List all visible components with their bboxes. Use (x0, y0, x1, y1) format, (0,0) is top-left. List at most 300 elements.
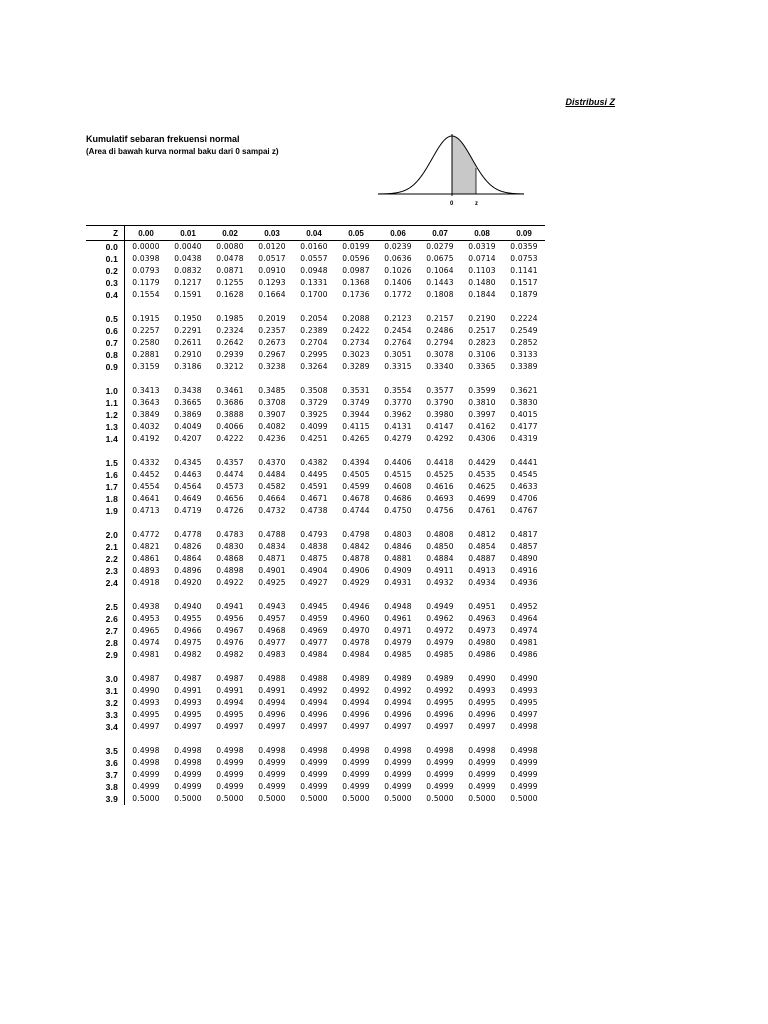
probability-cell: 0.4756 (426, 506, 454, 515)
probability-cell: 0.4945 (300, 602, 328, 611)
probability-cell: 0.4032 (132, 422, 160, 431)
probability-cell: 0.4484 (258, 470, 286, 479)
probability-cell: 0.4999 (174, 782, 202, 791)
probability-cell: 0.4265 (342, 434, 370, 443)
probability-cell: 0.4922 (216, 578, 244, 587)
probability-cell: 0.2881 (132, 350, 160, 359)
z-value-cell: 0.9 (86, 361, 125, 373)
probability-cell: 0.4999 (426, 770, 454, 779)
z-value-cell: 1.7 (86, 481, 125, 493)
probability-cell: 0.4972 (426, 626, 454, 635)
probability-cell: 0.4999 (216, 770, 244, 779)
bell-curve (378, 136, 524, 194)
probability-cell: 0.4988 (258, 674, 286, 683)
probability-cell: 0.1064 (426, 266, 454, 275)
probability-cell: 0.4995 (426, 698, 454, 707)
probability-cell: 0.3238 (258, 362, 286, 371)
probability-cell: 0.4986 (510, 650, 538, 659)
probability-cell: 0.4955 (174, 614, 202, 623)
table-row (86, 409, 545, 421)
table-row (86, 529, 545, 541)
table-row (86, 385, 545, 397)
probability-cell: 0.4998 (300, 746, 328, 755)
probability-cell: 0.4625 (468, 482, 496, 491)
probability-cell: 0.4901 (258, 566, 286, 575)
probability-cell: 0.4963 (468, 614, 496, 623)
probability-cell: 0.3888 (216, 410, 244, 419)
probability-cell: 0.1293 (258, 278, 286, 287)
z-value-cell: 1.6 (86, 469, 125, 481)
probability-cell: 0.4066 (216, 422, 244, 431)
probability-cell: 0.1517 (510, 278, 538, 287)
probability-cell: 0.4664 (258, 494, 286, 503)
table-row (86, 265, 545, 277)
probability-cell: 0.3830 (510, 398, 538, 407)
probability-cell: 0.4966 (174, 626, 202, 635)
probability-cell: 0.4987 (174, 674, 202, 683)
probability-cell: 0.4975 (174, 638, 202, 647)
table-row (86, 601, 545, 613)
probability-cell: 0.4997 (300, 722, 328, 731)
probability-cell: 0.3438 (174, 386, 202, 395)
probability-cell: 0.0948 (300, 266, 328, 275)
probability-cell: 0.4999 (510, 770, 538, 779)
table-row (86, 613, 545, 625)
probability-cell: 0.3925 (300, 410, 328, 419)
page-title: Kumulatif sebaran frekuensi normal (86, 134, 240, 144)
probability-cell: 0.4989 (426, 674, 454, 683)
column-header: 0.06 (377, 226, 419, 241)
probability-cell: 0.4973 (468, 626, 496, 635)
probability-cell: 0.4719 (174, 506, 202, 515)
table-row (86, 709, 545, 721)
probability-cell: 0.4678 (342, 494, 370, 503)
probability-cell: 0.4999 (132, 782, 160, 791)
probability-cell: 0.2794 (426, 338, 454, 347)
table-row (86, 337, 545, 349)
probability-cell: 0.2088 (342, 314, 370, 323)
table-row (86, 793, 545, 805)
probability-cell: 0.4868 (216, 554, 244, 563)
probability-cell: 0.4940 (174, 602, 202, 611)
probability-cell: 0.4994 (258, 698, 286, 707)
probability-cell: 0.0080 (216, 242, 244, 251)
probability-cell: 0.3729 (300, 398, 328, 407)
probability-cell: 0.4989 (384, 674, 412, 683)
probability-cell: 0.0714 (468, 254, 496, 263)
probability-cell: 0.4998 (510, 722, 538, 731)
probability-cell: 0.0000 (132, 242, 160, 251)
probability-cell: 0.4713 (132, 506, 160, 515)
probability-cell: 0.3708 (258, 398, 286, 407)
probability-cell: 0.4948 (384, 602, 412, 611)
probability-cell: 0.4441 (510, 458, 538, 467)
probability-cell: 0.4772 (132, 530, 160, 539)
probability-cell: 0.3944 (342, 410, 370, 419)
probability-cell: 0.3686 (216, 398, 244, 407)
probability-cell: 0.4292 (426, 434, 454, 443)
table-row (86, 253, 545, 265)
probability-cell: 0.4992 (300, 686, 328, 695)
probability-cell: 0.4959 (300, 614, 328, 623)
z-value-cell: 1.8 (86, 493, 125, 505)
probability-cell: 0.2995 (300, 350, 328, 359)
z-value-cell: 2.5 (86, 601, 125, 613)
probability-cell: 0.4941 (216, 602, 244, 611)
z-value-cell: 3.7 (86, 769, 125, 781)
probability-cell: 0.4976 (216, 638, 244, 647)
probability-cell: 0.4904 (300, 566, 328, 575)
probability-cell: 0.4993 (132, 698, 160, 707)
probability-cell: 0.4236 (258, 434, 286, 443)
probability-cell: 0.4999 (468, 770, 496, 779)
probability-cell: 0.4998 (216, 746, 244, 755)
probability-cell: 0.2823 (468, 338, 496, 347)
probability-cell: 0.4564 (174, 482, 202, 491)
probability-cell: 0.3365 (468, 362, 496, 371)
probability-cell: 0.1664 (258, 290, 286, 299)
probability-cell: 0.2257 (132, 326, 160, 335)
probability-cell: 0.4960 (342, 614, 370, 623)
probability-cell: 0.4985 (426, 650, 454, 659)
table-row (86, 481, 545, 493)
probability-cell: 0.4821 (132, 542, 160, 551)
probability-cell: 0.4693 (426, 494, 454, 503)
table-row (86, 637, 545, 649)
probability-cell: 0.4750 (384, 506, 412, 515)
probability-cell: 0.4726 (216, 506, 244, 515)
probability-cell: 0.5000 (132, 794, 160, 803)
probability-cell: 0.4545 (510, 470, 538, 479)
probability-cell: 0.4977 (258, 638, 286, 647)
table-row (86, 349, 545, 361)
probability-cell: 0.4893 (132, 566, 160, 575)
probability-cell: 0.4834 (258, 542, 286, 551)
probability-cell: 0.4996 (300, 710, 328, 719)
probability-cell: 0.4913 (468, 566, 496, 575)
table-row (86, 277, 545, 289)
probability-cell: 0.4817 (510, 530, 538, 539)
probability-cell: 0.4991 (258, 686, 286, 695)
probability-cell: 0.4838 (300, 542, 328, 551)
probability-cell: 0.4997 (132, 722, 160, 731)
probability-cell: 0.4279 (384, 434, 412, 443)
z-value-cell: 2.3 (86, 565, 125, 577)
probability-cell: 0.4999 (468, 782, 496, 791)
probability-cell: 0.1772 (384, 290, 412, 299)
probability-cell: 0.4999 (426, 758, 454, 767)
probability-cell: 0.0398 (132, 254, 160, 263)
probability-cell: 0.4999 (510, 782, 538, 791)
probability-cell: 0.3485 (258, 386, 286, 395)
probability-cell: 0.1406 (384, 278, 412, 287)
probability-cell: 0.4649 (174, 494, 202, 503)
z-table-container (86, 225, 545, 805)
probability-cell: 0.4357 (216, 458, 244, 467)
table-row (86, 685, 545, 697)
probability-cell: 0.4996 (258, 710, 286, 719)
probability-cell: 0.4977 (300, 638, 328, 647)
probability-cell: 0.4854 (468, 542, 496, 551)
group-spacer (86, 445, 545, 457)
probability-cell: 0.4222 (216, 434, 244, 443)
probability-cell: 0.2549 (510, 326, 538, 335)
probability-cell: 0.4515 (384, 470, 412, 479)
probability-cell: 0.4949 (426, 602, 454, 611)
probability-cell: 0.4951 (468, 602, 496, 611)
probability-cell: 0.4812 (468, 530, 496, 539)
probability-cell: 0.4932 (426, 578, 454, 587)
probability-cell: 0.4370 (258, 458, 286, 467)
probability-cell: 0.4131 (384, 422, 412, 431)
probability-cell: 0.4793 (300, 530, 328, 539)
probability-cell: 0.0319 (468, 242, 496, 251)
z-value-cell: 1.2 (86, 409, 125, 421)
probability-cell: 0.4999 (258, 782, 286, 791)
probability-cell: 0.4429 (468, 458, 496, 467)
probability-cell: 0.4699 (468, 494, 496, 503)
probability-cell: 0.4808 (426, 530, 454, 539)
probability-cell: 0.4911 (426, 566, 454, 575)
probability-cell: 0.4981 (132, 650, 160, 659)
probability-cell: 0.4994 (300, 698, 328, 707)
probability-cell: 0.4474 (216, 470, 244, 479)
probability-cell: 0.1985 (216, 314, 244, 323)
probability-cell: 0.4957 (258, 614, 286, 623)
probability-cell: 0.4803 (384, 530, 412, 539)
probability-cell: 0.2939 (216, 350, 244, 359)
probability-cell: 0.0120 (258, 242, 286, 251)
z-value-cell: 2.2 (86, 553, 125, 565)
probability-cell: 0.2611 (174, 338, 202, 347)
probability-cell: 0.4861 (132, 554, 160, 563)
table-row (86, 361, 545, 373)
probability-cell: 0.2517 (468, 326, 496, 335)
probability-cell: 0.4998 (174, 746, 202, 755)
probability-cell: 0.3770 (384, 398, 412, 407)
probability-cell: 0.4998 (342, 746, 370, 755)
probability-cell: 0.4938 (132, 602, 160, 611)
probability-cell: 0.4998 (258, 746, 286, 755)
probability-cell: 0.4974 (510, 626, 538, 635)
probability-cell: 0.5000 (426, 794, 454, 803)
probability-cell: 0.0478 (216, 254, 244, 263)
probability-cell: 0.4993 (468, 686, 496, 695)
group-spacer (86, 733, 545, 745)
probability-cell: 0.4998 (384, 746, 412, 755)
probability-cell: 0.4115 (342, 422, 370, 431)
probability-cell: 0.3907 (258, 410, 286, 419)
table-row (86, 505, 545, 517)
probability-cell: 0.4864 (174, 554, 202, 563)
z-value-cell: 0.5 (86, 313, 125, 325)
probability-cell: 0.4989 (342, 674, 370, 683)
probability-cell: 0.4147 (426, 422, 454, 431)
probability-cell: 0.1628 (216, 290, 244, 299)
normal-curve-diagram (376, 128, 526, 210)
probability-cell: 0.2422 (342, 326, 370, 335)
probability-cell: 0.2019 (258, 314, 286, 323)
probability-cell: 0.1141 (510, 266, 538, 275)
probability-cell: 0.1480 (468, 278, 496, 287)
table-row (86, 721, 545, 733)
z-value-cell: 0.4 (86, 289, 125, 301)
probability-cell: 0.4999 (132, 770, 160, 779)
probability-cell: 0.4997 (510, 710, 538, 719)
probability-cell: 0.3315 (384, 362, 412, 371)
z-value-cell: 0.1 (86, 253, 125, 265)
probability-cell: 0.4995 (216, 710, 244, 719)
probability-cell: 0.4394 (342, 458, 370, 467)
probability-cell: 0.4999 (258, 758, 286, 767)
z-value-cell: 1.0 (86, 385, 125, 397)
group-spacer (86, 301, 545, 313)
probability-cell: 0.1103 (468, 266, 496, 275)
table-row (86, 673, 545, 685)
probability-cell: 0.4999 (384, 758, 412, 767)
probability-cell: 0.4706 (510, 494, 538, 503)
label-z: z (475, 201, 478, 207)
probability-cell: 0.0557 (300, 254, 328, 263)
probability-cell: 0.4850 (426, 542, 454, 551)
probability-cell: 0.4978 (342, 638, 370, 647)
probability-cell: 0.2642 (216, 338, 244, 347)
probability-cell: 0.4573 (216, 482, 244, 491)
probability-cell: 0.4998 (510, 746, 538, 755)
z-table (86, 225, 545, 805)
z-value-cell: 0.3 (86, 277, 125, 289)
column-header: 0.02 (209, 226, 251, 241)
z-value-cell: 2.6 (86, 613, 125, 625)
probability-cell: 0.4985 (384, 650, 412, 659)
probability-cell: 0.4591 (300, 482, 328, 491)
probability-cell: 0.4995 (510, 698, 538, 707)
probability-cell: 0.4875 (300, 554, 328, 563)
probability-cell: 0.2764 (384, 338, 412, 347)
probability-cell: 0.4177 (510, 422, 538, 431)
probability-cell: 0.4906 (342, 566, 370, 575)
z-value-cell: 3.9 (86, 793, 125, 805)
probability-cell: 0.4999 (174, 770, 202, 779)
z-value-cell: 1.5 (86, 457, 125, 469)
group-spacer (86, 373, 545, 385)
probability-cell: 0.4830 (216, 542, 244, 551)
probability-cell: 0.2454 (384, 326, 412, 335)
probability-cell: 0.4778 (174, 530, 202, 539)
probability-cell: 0.1443 (426, 278, 454, 287)
probability-cell: 0.3962 (384, 410, 412, 419)
probability-cell: 0.4871 (258, 554, 286, 563)
z-value-cell: 2.8 (86, 637, 125, 649)
probability-cell: 0.3133 (510, 350, 538, 359)
table-row (86, 781, 545, 793)
table-row (86, 457, 545, 469)
probability-cell: 0.4505 (342, 470, 370, 479)
probability-cell: 0.4671 (300, 494, 328, 503)
z-value-cell: 0.7 (86, 337, 125, 349)
probability-cell: 0.4999 (468, 758, 496, 767)
probability-cell: 0.2123 (384, 314, 412, 323)
probability-cell: 0.4306 (468, 434, 496, 443)
probability-cell: 0.4997 (258, 722, 286, 731)
z-value-cell: 3.2 (86, 697, 125, 709)
probability-cell: 0.1331 (300, 278, 328, 287)
probability-cell: 0.1217 (174, 278, 202, 287)
table-row (86, 493, 545, 505)
probability-cell: 0.4599 (342, 482, 370, 491)
probability-cell: 0.4920 (174, 578, 202, 587)
table-row (86, 553, 545, 565)
probability-cell: 0.2910 (174, 350, 202, 359)
probability-cell: 0.4881 (384, 554, 412, 563)
probability-cell: 0.3849 (132, 410, 160, 419)
probability-cell: 0.4783 (216, 530, 244, 539)
z-value-cell: 0.6 (86, 325, 125, 337)
probability-cell: 0.2291 (174, 326, 202, 335)
probability-cell: 0.4761 (468, 506, 496, 515)
table-row (86, 625, 545, 637)
z-value-cell: 3.3 (86, 709, 125, 721)
probability-cell: 0.4984 (300, 650, 328, 659)
probability-cell: 0.4918 (132, 578, 160, 587)
probability-cell: 0.5000 (216, 794, 244, 803)
probability-cell: 0.3997 (468, 410, 496, 419)
probability-cell: 0.4988 (300, 674, 328, 683)
probability-cell: 0.4986 (468, 650, 496, 659)
probability-cell: 0.4965 (132, 626, 160, 635)
probability-cell: 0.4999 (384, 782, 412, 791)
probability-cell: 0.4999 (300, 770, 328, 779)
probability-cell: 0.4418 (426, 458, 454, 467)
probability-cell: 0.4099 (300, 422, 328, 431)
probability-cell: 0.4925 (258, 578, 286, 587)
probability-cell: 0.4846 (384, 542, 412, 551)
probability-cell: 0.4968 (258, 626, 286, 635)
column-header: 0.00 (125, 226, 168, 241)
probability-cell: 0.5000 (258, 794, 286, 803)
table-row (86, 397, 545, 409)
probability-cell: 0.0832 (174, 266, 202, 275)
probability-cell: 0.3810 (468, 398, 496, 407)
probability-cell: 0.4656 (216, 494, 244, 503)
probability-cell: 0.3289 (342, 362, 370, 371)
probability-cell: 0.4994 (384, 698, 412, 707)
probability-cell: 0.3599 (468, 386, 496, 395)
probability-cell: 0.4382 (300, 458, 328, 467)
probability-cell: 0.4616 (426, 482, 454, 491)
probability-cell: 0.3078 (426, 350, 454, 359)
probability-cell: 0.5000 (174, 794, 202, 803)
probability-cell: 0.4997 (426, 722, 454, 731)
probability-cell: 0.2224 (510, 314, 538, 323)
probability-cell: 0.2157 (426, 314, 454, 323)
table-row (86, 313, 545, 325)
probability-cell: 0.2704 (300, 338, 328, 347)
probability-cell: 0.4826 (174, 542, 202, 551)
probability-cell: 0.4999 (300, 758, 328, 767)
probability-cell: 0.4554 (132, 482, 160, 491)
z-value-cell: 2.0 (86, 529, 125, 541)
probability-cell: 0.1554 (132, 290, 160, 299)
probability-cell: 0.4332 (132, 458, 160, 467)
probability-cell: 0.2190 (468, 314, 496, 323)
probability-cell: 0.4996 (426, 710, 454, 719)
probability-cell: 0.4996 (468, 710, 496, 719)
probability-cell: 0.4934 (468, 578, 496, 587)
probability-cell: 0.1700 (300, 290, 328, 299)
z-value-cell: 2.9 (86, 649, 125, 661)
table-row (86, 697, 545, 709)
